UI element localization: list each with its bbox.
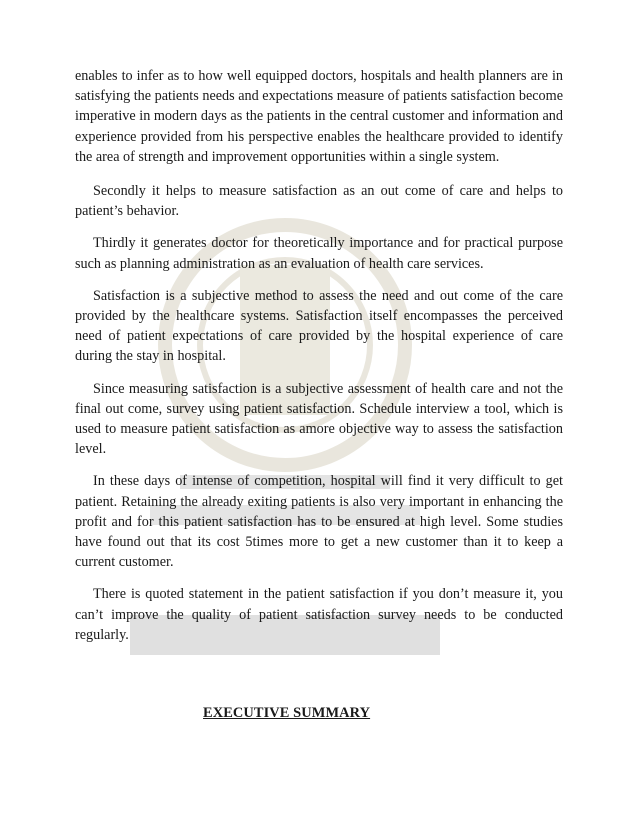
paragraph-7: There is quoted statement in the patient satisfaction if you don’t measure it, you can’t improve the quality of patient satisfaction survey needs to be conducted regularly. (75, 586, 563, 643)
paragraph-1: enables to infer as to how well equipped doctors, hospitals and health planners are in satisfying the patients needs and expectations measure of patients satisfaction become imperative in modern days as the patients in the central customer and information and experience provided from his perspective enables the healthcare provided to identify the area of strength and improvement opportunities within a single system. (75, 68, 563, 165)
paragraph-5: Since measuring satisfaction is a subjective assessment of health care and not the final out come, survey using patient satisfaction. Schedule interview a tool, which is used to measure patient satisfaction as amore objective way to assess the satisfaction level. (75, 380, 563, 458)
section-heading: EXECUTIVE SUMMARY (203, 705, 371, 721)
paragraph-4: Satisfaction is a subjective method to assess the need and out come of the care provided by the healthcare systems. Satisfaction itself encompasses the perceived need of patient expectations of care provided by the hospital experience of care during the stay in hospital. (75, 287, 563, 365)
paragraph-6: In these days of intense of competition, hospital will find it very difficult to get patient. Retaining the already exiting patients is also very important in enhancing the profit and for this patient satisfaction has to be ensured at high level. Some studies have found out that its cost 5times more to get a new customer than it to keep a current customer. (75, 473, 563, 571)
document-body (75, 66, 563, 657)
paragraph-3: Thirdly it generates doctor for theoretically importance and for practical purpose such as planning administration as an evaluation of health care services. (75, 235, 563, 272)
paragraph-2: Secondly it helps to measure satisfaction as an out come of care and helps to patient’s behavior. (75, 183, 563, 220)
